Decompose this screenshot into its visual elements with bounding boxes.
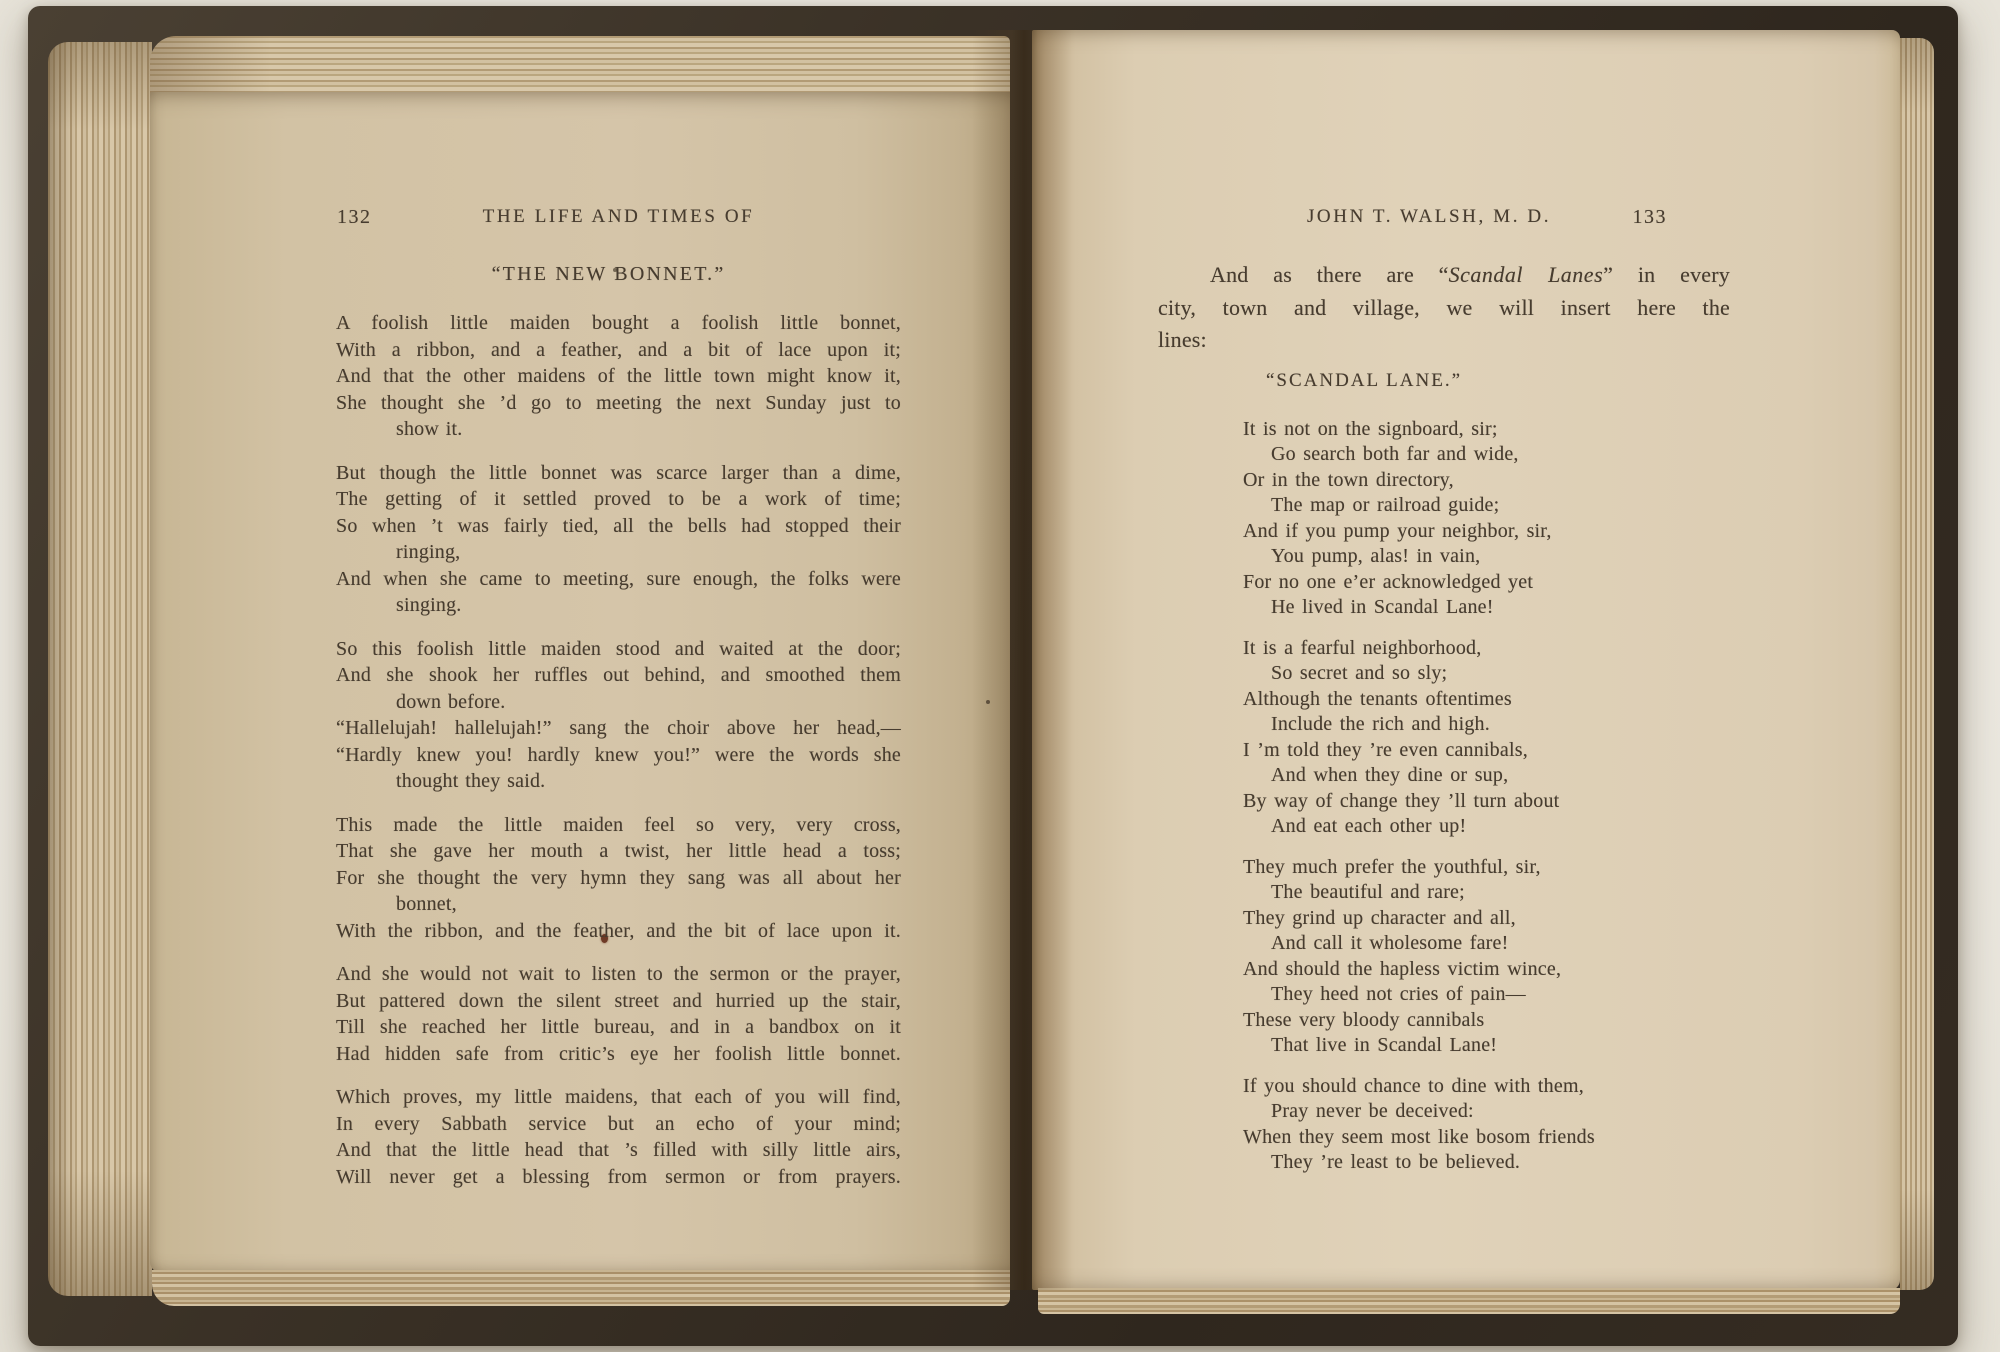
poem-line [1243,789,1730,815]
poem-line [336,363,901,390]
page-edge-stack-top [150,36,1010,94]
poem-line [1243,570,1730,596]
poem-line-text: I ’m told they ’re even cannibals, [1243,738,1528,761]
poem-line [1243,982,1730,1008]
poem-line-text: Pray never be deceived: [1271,1100,1474,1122]
poem-line-text: He lived in Scandal Lane! [1271,596,1494,618]
poem-line [1243,880,1730,906]
poem-line-text: They much prefer the youthful, sir, [1243,855,1541,878]
poem-line [1243,855,1730,881]
poem-line [1243,1150,1730,1176]
intro-line [1158,259,1730,292]
poem-line-text: “Hallelujah! hallelujah!” sang the choir above her head,— [336,717,901,739]
poem-line [336,865,901,892]
poem-line [336,636,901,663]
poem-line [336,486,901,513]
poem-line [336,662,901,689]
poem-line [1243,1099,1730,1125]
poem-line-text: With the ribbon, and the feather, and the bit of lace upon it. [336,919,901,942]
poem-line [336,310,901,337]
page-edge-stack-bottom-right [1038,1288,1900,1314]
poem-line-text: Although the tenants oftentimes [1243,687,1512,710]
poem-line [1243,1125,1730,1151]
poem-line [336,891,901,918]
poem-line [336,1084,901,1111]
poem-line-text: bonnet, [396,893,457,915]
poem-line [336,513,901,540]
poem-line-text: The getting of it settled proved to be a work of time; [336,488,901,510]
poem-line-text: These very bloody cannibals [1243,1008,1485,1031]
poem-line-text: And should the hapless victim wince, [1243,957,1562,980]
poem-line-text: It is not on the signboard, sir; [1243,417,1498,440]
poem-line-text: That she gave her mouth a twist, her little head a toss; [336,840,901,862]
poem-line-text: For she thought the very hymn they sang was all about her [336,866,901,889]
poem-line [1243,906,1730,932]
left-running-header [336,205,901,229]
poem-line-text: And she shook her ruffles out behind, and smoothed them [336,664,901,686]
poem-line [336,742,901,769]
left-poem-title: “THE NEW BONNET.” [491,263,726,285]
poem-line-text: You pump, alas! in vain, [1271,545,1481,567]
poem-line-text: Go search both far and wide, [1271,443,1519,465]
poem-line [1243,712,1730,738]
poem-line [1243,1033,1730,1059]
poem-line-text: And call it wholesome fare! [1271,932,1509,954]
poem-line-text: Till she reached her little bureau, and in a bandbox on it [336,1016,901,1038]
poem-line-text: down before. [396,690,506,713]
poem-line [336,838,901,865]
poem-line-text: ringing, [396,541,461,563]
poem-line-text: The map or railroad guide; [1271,494,1500,516]
poem-line-text: Will never get a blessing from sermon or from prayers. [336,1165,901,1188]
poem-line [1243,687,1730,713]
poem-line [336,715,901,742]
poem-line-text: show it. [396,418,463,440]
right-poem [1158,417,1730,1176]
poem-line-text: This made the little maiden feel so very, very cross, [336,813,901,836]
poem-line [1243,957,1730,983]
right-page-content [1158,205,1730,1176]
poem-line-text: They ’re least to be believed. [1271,1151,1521,1173]
poem-line [1243,1008,1730,1034]
poem-line-text: By way of change they ’ll turn about [1243,789,1560,812]
page-edge-stack-right [1900,38,1934,1290]
poem-line-text: A foolish little maiden bought a foolish little bonnet, [336,312,901,334]
poem-line [336,337,901,364]
page-edge-stack-bottom-left [152,1270,1010,1306]
left-page-content [336,205,901,1190]
poem-line [336,592,901,619]
poem-line [336,689,901,716]
poem-line-text: And when she came to meeting, sure enough, the folks were [336,567,901,590]
poem-line-text: And if you pump your neighbor, sir, [1243,519,1552,542]
poem-line [1243,763,1730,789]
poem-line-text: The beautiful and rare; [1271,881,1465,903]
poem-line [1243,931,1730,957]
poem-line-text: It is a fearful neighborhood, [1243,636,1482,659]
poem-line [336,812,901,839]
page-edge-stack-left [48,42,152,1296]
poem-line-text: With a ribbon, and a feather, and a bit of lace upon it; [336,338,901,361]
poem-line [1243,814,1730,840]
poem-line [1243,636,1730,662]
poem-line [1243,1074,1730,1100]
poem-line-text: But pattered down the silent street and hurried up the stair, [336,989,901,1012]
poem-line-text: So this foolish little maiden stood and waited at the door; [336,637,901,660]
right-running-title: JOHN T. WALSH, M. D. [1306,206,1552,227]
poem-line [1243,493,1730,519]
intro-line: city, town and village, we will insert here the [1158,294,1730,320]
poem-line-text: And she would not wait to listen to the sermon or the prayer, [336,963,901,985]
ink-speck [986,700,990,704]
poem-line-text: They heed not cries of pain— [1271,983,1526,1005]
poem-line [336,539,901,566]
poem-line [1243,519,1730,545]
poem-line [336,918,901,945]
poem-line-text: They grind up character and all, [1243,906,1516,929]
poem-line [1243,738,1730,764]
left-page-number: 132 [337,206,372,228]
poem-line-text: If you should chance to dine with them, [1243,1074,1584,1097]
poem-line [336,1164,901,1191]
poem-line-text: Had hidden safe from critic’s eye her foolish little bonnet. [336,1042,901,1065]
poem-line-text: Or in the town directory, [1243,468,1454,491]
poem-line-text: Which proves, my little maidens, that each of you will find, [336,1086,901,1108]
poem-line-text: So when ’t was fairly tied, all the bells had stopped their [336,514,901,537]
poem-line [336,390,901,417]
right-running-header [1158,205,1730,229]
poem-line [1243,595,1730,621]
poem-line [336,416,901,443]
poem-line [1243,661,1730,687]
poem-line [336,460,901,487]
poem-line [336,988,901,1015]
intro-text: And as there are “ [1210,262,1449,287]
intro-text: ” in every [1603,262,1730,287]
poem-line [1243,442,1730,468]
poem-line [336,768,901,795]
intro-italic-text: Scandal Lanes [1448,262,1604,287]
poem-line [336,1041,901,1068]
left-running-title: THE LIFE AND TIMES OF [482,206,755,227]
right-page-number: 133 [1632,206,1667,228]
right-poem-title: “SCANDAL LANE.” [1265,369,1463,391]
poem-line-text: For no one e’er acknowledged yet [1243,570,1534,593]
poem-line-text: “Hardly knew you! hardly knew you!” were the words she [336,743,901,766]
book [28,6,1958,1346]
poem-line [1243,468,1730,494]
poem-line [336,1014,901,1041]
poem-line-text: In every Sabbath service but an echo of your mind; [336,1112,901,1135]
poem-line-text: singing. [396,594,462,616]
poem-line-text: And that the little head that ’s filled with silly little airs, [336,1139,901,1161]
poem-line-text: thought they said. [396,770,546,792]
poem-line-text: So secret and so sly; [1271,662,1448,684]
poem-line-text: When they seem most like bosom friends [1243,1125,1595,1148]
poem-line-text: She thought she ’d go to meeting the next Sunday just to [336,391,901,414]
intro-line: lines: [1158,327,1207,352]
poem-line-text: And when they dine or sup, [1271,764,1509,786]
poem-line [336,1111,901,1138]
left-poem [336,310,901,1190]
poem-line [336,566,901,593]
poem-line-text: And eat each other up! [1271,815,1467,837]
poem-line [1243,417,1730,443]
intro-paragraph [1158,259,1730,357]
poem-line [336,961,901,988]
poem-line-text: But though the little bonnet was scarce larger than a dime, [336,461,901,484]
poem-line [1243,544,1730,570]
poem-line-text: Include the rich and high. [1271,713,1490,735]
poem-line-text: And that the other maidens of the little town might know it, [336,365,901,387]
poem-line-text: That live in Scandal Lane! [1271,1034,1498,1056]
poem-line [336,1137,901,1164]
